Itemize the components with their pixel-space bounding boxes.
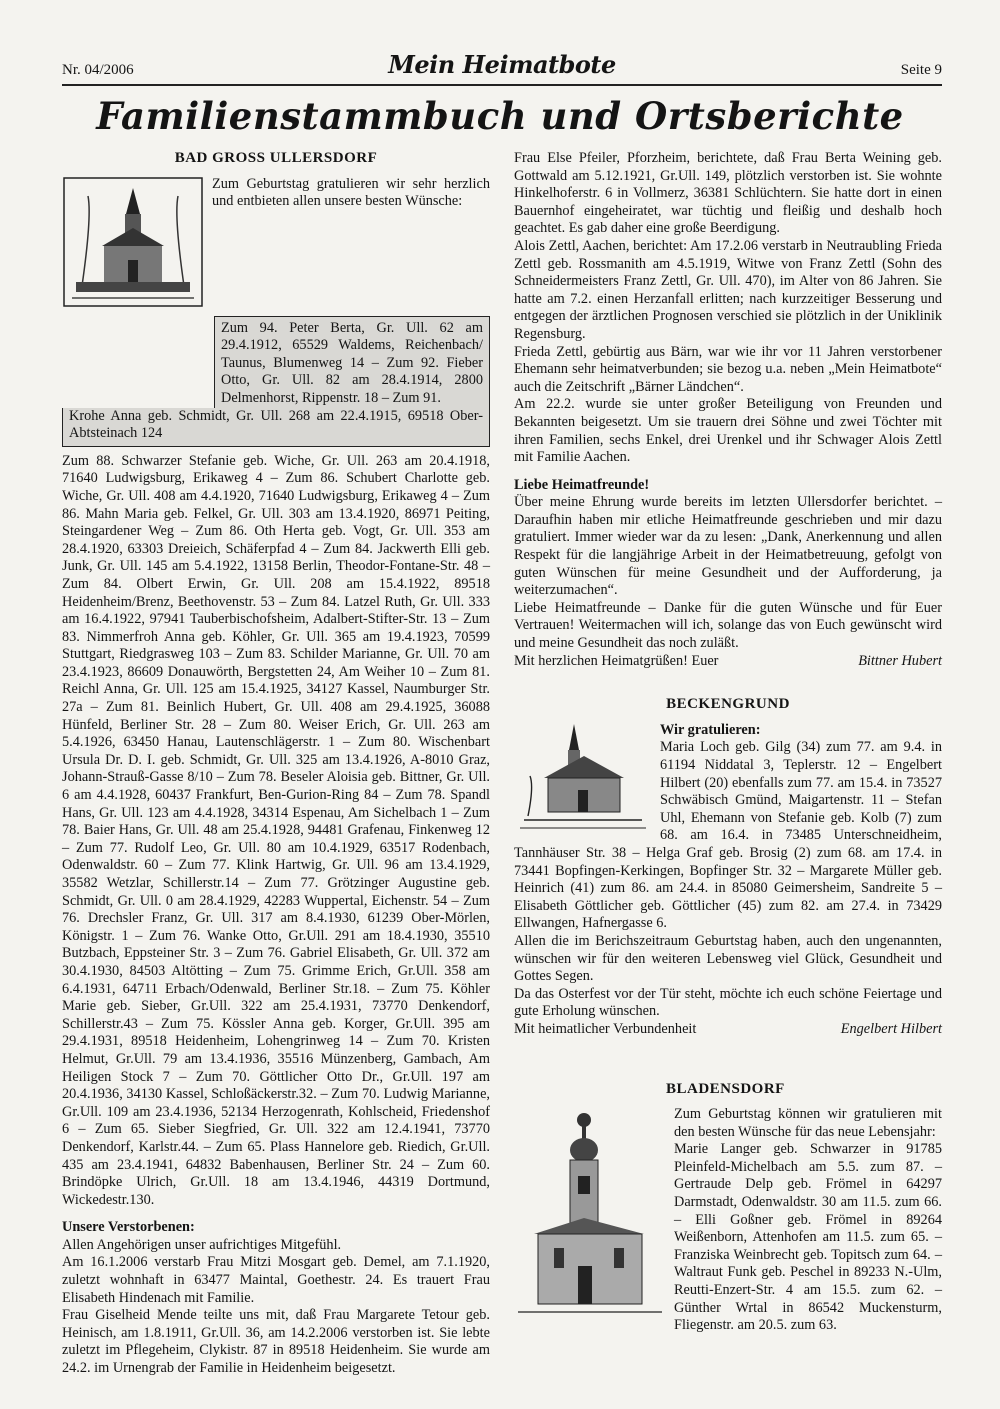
letter-signature-line xyxy=(514,653,942,671)
letter-paragraph-2: Liebe Heimatfreunde – Danke für die guten Wünsche und für Euer Vertrauen! Weitermachen will ich, solange das von Euch gewünscht wird und meine Gesundheit das noch zuläßt. xyxy=(514,599,942,652)
page-headline: Familienstammbuch und Ortsberichte xyxy=(96,94,904,138)
masthead-title: Mein Heimatbote xyxy=(388,50,616,79)
bladensdorf-birthdays: Marie Langer geb. Schwarzer in 91785 Pleinfeld-Michelbach am 5.5. zum 87. – Gertraude Delp geb. Frömel in 64297 Darmstadt, Odenwaldstr. 30 am 11.5. zum 66. – Elli Goßner geb. Frömel in 89264 Weißenborn, Attenhofen am 11.5. zum 65. – Franziska Weinbrecht geb. Topitsch zum 64. – Waltraut Funk geb. Peschel in 89233 N.-Ulm, Reutti-Enzert-Str. 4 am 15.5. zum 62. – Günther Wrtal in 86542 Muckensturm, Fliegenstr. am 20.5. zum 63. xyxy=(674,1141,942,1334)
birthday-list: Zum 88. Schwarzer Stefanie geb. Wiche, Gr. Ull. 263 am 20.4.1918, 71640 Ludwigsburg, Erikaweg 4 – Zum 86. Schubert Charlotte geb. Wiche, Gr. Ull. 408 am 4.4.1920, 71640 Ludwigsburg, Erikaweg 4 – Zum 86. Mahn Maria geb. Felkel, Gr. Ull. 303 am 13.4.1920, 86971 Peiting, Steingardener Weg – Zum 86. Oth Herta geb. Vogt, Gr. Ull. 353 am 28.4.1920, 63303 Dreieich, Schäferpfad 4 – Zum 84. Jackwerth Elli geb. Junk, Gr. Ull. 145 am 5.4.1922, 13158 Berlin, Theodor-Fontane-Str. 48 – Zum 84. Olbert Erwin, Gr. Ull. 208 am 15.4.1922, 89518 Heidenheim/Brenz, Beethovenstr. 53 – Zum 84. Latzel Ruth, Gr. Ull. 333 am 16.4.1922, 97941 Tauberbischofsheim, Adalbert-Stifter-Str. 13 – Zum 83. Nimmerfroh Anna geb. Köhler, Gr. Ull. 365 am 19.4.1923, 70599 Stuttgart, Riedgrasweg 103 – Zum 83. Schilder Marianne, Gr. Ull. 70 am 23.4.1923, 86609 Donauwörth, Bergstetten 24, Am Weiher 10 – Zum 81. Reichl Anna, Gr. Ull. 125 am 15.4.1925, 34127 Kassel, Naumburger Str. 27a – Zum 81. Beinlich Hubert, Gr. Ull. 408 am 29.4.1925, 36088 Hünfeld, Berliner Str. 28 – Zum 80. Weiser Erich, Gr. Ull. 263 am 5.4.1926, 63450 Hanau, Lautenschlägerstr. 1 – Zum 80. Wischenbart Ursula Dr. D. I. geb. Schmidt, Gr. Ull. 325 am 13.4.1926, A-8010 Graz, Johann-Strauß-Gasse 8/10 – Zum 78. Beseler Aloisia geb. Bittner, Gr. Ull. 6 am 4.4.1928, 60437 Frankfurt, Ben-Gurion-Ring 84 – Zum 78. Spandl Hans, Gr. Ull. 123 am 4.4.1928, 34314 Espenau, Am Sichelbach 1 – Zum 78. Baier Hans, Gr. Ull. 48 am 25.4.1928, 94481 Grafenau, Finkenweg 12 – Zum 77. Rudolf Leo, Gr. Ull. 80 am 10.4.1929, 63517 Rodenbach, Odenwaldstr. 60 – Zum 77. Klink Hartwig, Gr. Ull. 96 am 13.4.1929, 35582 Wetzlar, Schillerstr.14 – Zum 77. Grötzinger Augustine geb. Schmidt, Gr. Ull. 0 am 28.4.1929, 42283 Wuppertal, Eichenstr. 54 – Zum 76. Drechsler Franz, Gr. Ull. 317 am 8.4.1930, 61239 Ober-Mörlen, Königstr. 1 – Zum 76. Wanke Otto, Gr.Ull. 291 am 18.4.1930, 35510 Butzbach, Eppsteiner Str. 3 – Zum 76. Gabriel Elisabeth, Gr. Ull. 372 am 30.4.1930, 84503 Altötting – Zum 75. Grimme Erich, Gr.Ull. 358 am 6.4.1931, 64711 Erbach/Odenwald, Berliner Str.18. – Zum 75. Köhler Marie geb. Sieber, Gr.Ull. 322 am 25.4.1931, 73770 Denkendorf, Schillerstr.43 – Zum 75. Kössler Anna geb. Korger, Gr.Ull. 395 am 29.4.1931, 89518 Heidenheim, Lohengrinweg 14 – Zum 70. Kristen Helmut, Gr.Ull. 79 am 13.4.1936, 35516 Münzenberg, Gambach, Am Heiligen Stock 7 – Zum 70. Göttlicher Otto Dr., Gr.Ull. 197 am 20.4.1936, 34130 Kassel, Schloßäckerstr.32. – Zum 70. Ludwig Marianne, Gr.Ull. 109 am 23.4.1936, 52134 Herzogenrath, Kohlscheid, Friedenshof 6 – Zum 65. Sieber Siegfried, Gr. Ull. 322 am 12.4.1941, 73770 Denkendorf, Karlstr.44. – Zum 65. Plass Hannelore geb. Riedich, Gr.Ull. 435 am 23.4.1941, 64832 Babenhausen, Berliner Str. 24 – Zum 60. Brindöpke Ulrich, Gr.Ull. 18 am 13.4.1946, 44319 Dortmund, Wickedestr.130. xyxy=(62,452,490,1208)
church-tower-illustration xyxy=(514,1106,666,1328)
chapel-illustration xyxy=(514,716,652,838)
issue-number: Nr. 04/2006 xyxy=(62,62,134,78)
beckengrund-easter: Da das Osterfest vor der Tür steht, möchte ich euch schöne Feiertage und gute Erholung wünschen. xyxy=(514,985,942,1020)
beckengrund-signature: Engelbert Hilbert xyxy=(840,1020,942,1037)
deceased-heading: Unsere Verstorbenen: xyxy=(62,1219,195,1236)
page-number: Seite 9 xyxy=(900,62,942,78)
report-paragraph-4: Am 22.2. wurde sie unter großer Beteiligung von Freunden und Bekannten beigesetzt. Um sie trauern drei Söhne und zwei Töchter mit ihren Familien, sechs Enkel, drei Urenkel und ihr Schwager Alois Zettl mit Familie Aachen. xyxy=(514,396,942,466)
report-paragraph-2: Alois Zettl, Aachen, berichtet: Am 17.2.06 verstarb in Neutraubling Frieda Zettl geb. Rossmanith am 4.5.1919, Witwe von Franz Zettl (Sohn des Schneidermeisters Franz Zettl, Gr. Ull. 470), im Alter von 86 Jahren. Sie hatte am 7.2. einen Herzanfall erlitten; nach kurzzeitiger Besserung und entgegen der ärztlichen Prognosen verschied sie plötzlich in der Uniklinik Regensburg. xyxy=(514,237,942,342)
section-title-bladensdorf: BLADENSDORF xyxy=(666,1080,785,1097)
report-paragraph-3: Frieda Zettl, gebürtig aus Bärn, war wie ihr vor 11 Jahren verstorbener Ehemann sehr heimatverbunden; sie bezog u.a. neben „Mein Heimatbote“ auch die Zeitschrift „Bärner Ländchen“. xyxy=(514,343,942,395)
page-header xyxy=(62,50,942,86)
section-title-bad-gross-ullersdorf: BAD GROSS ULLERSDORF xyxy=(174,150,378,166)
left-column xyxy=(62,150,490,1378)
beckengrund-subheading: Wir gratulieren: xyxy=(660,721,761,738)
section-title-beckengrund: BECKENGRUND xyxy=(666,696,790,713)
deceased-paragraph-2: Frau Giselheid Mende teilte uns mit, daß Frau Margarete Tetour geb. Heinisch, am 1.8.1911, Gr.Ull. 36, am 14.2.2006 verstorben ist. Sie lebte zuletzt im Pflegeheim, Clykistr. 87 in 89518 Heidenheim. Sie wurde am 24.2. im Urnengrab der Familie in Heidenheim beigesetzt. xyxy=(62,1307,490,1377)
birthday-box-top: Zum 94. Peter Berta, Gr. Ull. 62 am 29.4.1912, 65529 Waldems, Reichenbach/ Taunus, Blumenweg 14 – Zum 92. Fieber Otto, Gr. Ull. 82 am 28.4.1914, 2800 Delmenhorst, Rippenstr. 18 – Zum 91. xyxy=(214,316,490,408)
bladensdorf-intro: Zum Geburtstag können wir gratulieren mit den besten Wünsche für das neue Lebensjahr: xyxy=(674,1106,942,1140)
beckengrund-birthdays: Maria Loch geb. Gilg (34) zum 77. am 9.4. in 61194 Niddatal 3, Teplerstr. 12 – Engelbert Hilbert (20) ebenfalls zum 77. am 15.4. in 73527 Schwäbisch Gmünd, Maigartenstr. 11 – Stefan Uhl, Ehemann von Stefanie geb. Kolb (7) zum 68. am 16.4. in 73485 Unterschneidheim, Tannhäuser Str. 38 – Helga Graf geb. Brosig (2) zum 68. am 17.4. in 73441 Bopfingen-Kerkingen, Bopfinger Str. 32 – Margarete Müller geb. Heinrich (41) zum 86. am 24.4. in 85080 Geimersheim, Sandreite 5 – Elisabeth Göttlicher geb. Göttlicher (45) zum 82. am 27.4. in 73429 Ellwangen, Hafnergasse 6. xyxy=(514,739,942,932)
letter-heading: Liebe Heimatfreunde! xyxy=(514,476,650,493)
birthday-box-bottom: Krohe Anna geb. Schmidt, Gr. Ull. 268 am 22.4.1915, 69518 Ober-Abtsteinach 124 xyxy=(62,408,490,447)
intro-text: Zum Geburtstag gratulieren wir sehr herzlich und entbieten allen unsere besten Wünsche: xyxy=(212,175,490,210)
report-paragraph-1: Frau Else Pfeiler, Pforzheim, berichtete, daß Frau Berta Weining geb. Gottwald am 5.12.1921, Gr.Ull. 149, plötzlich verstorben ist. Sie wohnte Hinkelhoferstr. 6 in Vollmerz, 36381 Schlüchtern. Sie hatte dort in einen Bauernhof eingeheiratet, war tüchtig und fleißig und deshalb hoch geachtet. Es gab daher eine große Beerdigung. xyxy=(514,150,942,237)
deceased-intro: Allen Angehörigen unser aufrichtiges Mitgefühl. xyxy=(62,1236,342,1253)
beckengrund-closing: Mit heimatlicher Verbundenheit xyxy=(514,1020,697,1037)
letter-closing: Mit herzlichen Heimatgrüßen! Euer xyxy=(514,652,719,669)
header-rule xyxy=(62,84,942,86)
church-illustration xyxy=(62,176,204,308)
letter-signature: Bittner Hubert xyxy=(858,652,942,669)
letter-paragraph-1: Über meine Ehrung wurde bereits im letzten Ullersdorfer berichtet. – Daraufhin haben mir etliche Heimatfreunde geschrieben und mir dazu gratuliert. Immer wieder war da zu lesen: „Dank, Anerkennung und allen Respekt für die langjährige Arbeit in der Heimatbetreuung, gefolgt von guten Wünschen für meine Gesundheit und der Aufforderung, ja weiterzumachen“. xyxy=(514,494,942,599)
right-column xyxy=(514,150,942,1335)
beckengrund-wishes: Allen die im Berichszeitraum Geburtstag haben, auch den ungenannten, wünschen wir für den weiteren Lebensweg viel Glück, Gesundheit und Gottes Segen. xyxy=(514,932,942,985)
deceased-paragraph-1: Am 16.1.2006 verstarb Frau Mitzi Mosgart geb. Demel, am 7.1.1920, zuletzt wohnhaft in 63477 Maintal, Goethestr. 24. Es trauert Frau Elisabeth Hindenach mit Familie. xyxy=(62,1254,490,1306)
beckengrund-signature-line xyxy=(514,1021,942,1039)
